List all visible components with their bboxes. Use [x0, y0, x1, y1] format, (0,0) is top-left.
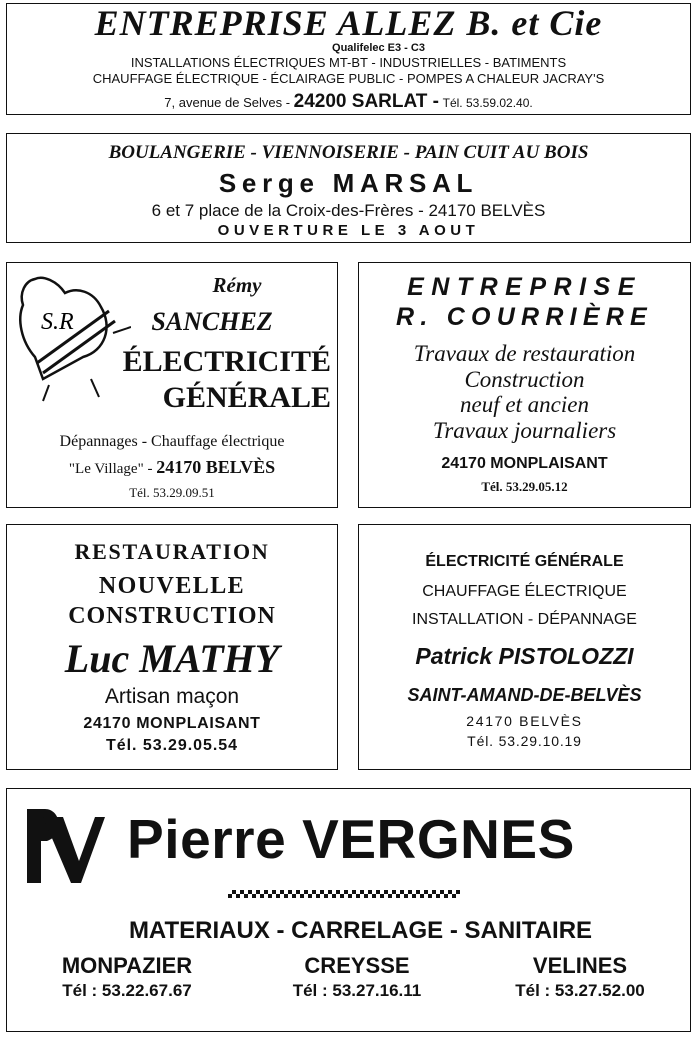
ad-allez-address: 7, avenue de Selves - — [164, 95, 291, 110]
ad-courriere-l1: Travaux de restauration — [413, 341, 636, 366]
ad-mathy-l1: RESTAURATION — [74, 539, 270, 564]
ad-pistolozzi — [358, 524, 691, 770]
ad-sanchez-trade1: ÉLECTRICITÉ — [122, 345, 331, 378]
ad-sanchez-village: "Le Village" - — [68, 461, 153, 477]
town-tel: Tél : 53.27.16.11 — [292, 981, 422, 1000]
ad-pistolozzi-tel: Tél. 53.29.10.19 — [467, 733, 582, 749]
ad-mathy-trade: Artisan maçon — [104, 685, 240, 708]
town-block — [17, 953, 237, 1001]
ad-pistolozzi-l1: ÉLECTRICITÉ GÉNÉRALE — [425, 553, 624, 570]
ad-marsal-opening: OUVERTURE LE 3 AOUT — [217, 222, 480, 239]
ad-courriere-city: 24170 MONPLAISANT — [441, 455, 608, 472]
ad-courriere-l4: Travaux journaliers — [432, 418, 617, 443]
town-block — [247, 953, 467, 1001]
ad-sanchez-tel: Tél. 53.29.09.51 — [129, 485, 215, 500]
ad-allez-city: 24200 SARLAT - — [293, 91, 440, 112]
ad-sanchez-last: SANCHEZ — [151, 307, 273, 336]
ad-sanchez-services: Dépannages - Chauffage électrique — [59, 433, 285, 450]
ad-mathy — [6, 524, 338, 770]
ad-pistolozzi-place: SAINT-AMAND-DE-BELVÈS — [407, 685, 642, 705]
ad-marsal-tagline: BOULANGERIE - VIENNOISERIE - PAIN CUIT AU BOIS — [108, 142, 589, 163]
bulb-logo-icon — [13, 267, 131, 405]
ad-sanchez-address-line — [7, 457, 337, 478]
ad-sanchez-city: 24170 BELVÈS — [156, 457, 276, 477]
pv-logo-icon — [23, 803, 105, 885]
ad-marsal-name: Serge MARSAL — [218, 168, 479, 198]
ad-allez — [6, 3, 691, 115]
ad-vergnes-name: Pierre VERGNES — [127, 808, 575, 870]
ad-pistolozzi-l2: CHAUFFAGE ÉLECTRIQUE — [422, 583, 627, 600]
ad-allez-qualif: Qualifelec E3 - C3 — [332, 42, 425, 54]
ad-pistolozzi-city: 24170 BELVÈS — [466, 713, 583, 729]
ad-mathy-tel: Tél. 53.29.05.54 — [106, 737, 238, 754]
ad-courriere-title1: ENTREPRISE — [407, 273, 642, 301]
ad-pistolozzi-l3: INSTALLATION - DÉPANNAGE — [412, 611, 637, 628]
ad-courriere-l2: Construction — [464, 367, 585, 392]
ad-marsal-address: 6 et 7 place de la Croix-des-Frères - 24170 BELVÈS — [151, 201, 546, 220]
town-tel: Tél : 53.27.52.00 — [515, 981, 645, 1000]
ad-courriere-tel: Tél. 53.29.05.12 — [481, 479, 568, 494]
ad-mathy-l2: NOUVELLE — [98, 573, 246, 599]
ad-vergnes — [6, 788, 691, 1032]
ad-pistolozzi-name: Patrick PISTOLOZZI — [415, 643, 634, 669]
town-name: MONPAZIER — [61, 953, 193, 978]
ad-sanchez-trade2: GÉNÉRALE — [162, 381, 331, 414]
bulb-logo-text: S.R — [41, 309, 74, 335]
ad-mathy-city: 24170 MONPLAISANT — [83, 715, 261, 732]
checkered-divider — [228, 890, 460, 898]
ad-sanchez-first: Rémy — [212, 273, 262, 297]
town-name: CREYSSE — [304, 953, 410, 978]
town-block — [475, 953, 685, 1001]
ad-courriere — [358, 262, 691, 508]
ad-allez-address-line — [7, 91, 690, 113]
ad-courriere-title2: R. COURRIÈRE — [396, 303, 653, 331]
ad-courriere-l3: neuf et ancien — [459, 392, 589, 417]
ad-allez-tel: Tél. 53.59.02.40. — [442, 96, 533, 110]
ad-allez-line2: CHAUFFAGE ÉLECTRIQUE - ÉCLAIRAGE PUBLIC - POMPES A CHALEUR JACRAY'S — [92, 71, 605, 86]
ad-mathy-name: Luc MATHY — [64, 636, 280, 681]
town-name: VELINES — [532, 953, 628, 978]
ad-allez-title: ENTREPRISE ALLEZ B. et Cie — [94, 3, 603, 43]
ad-mathy-l3: CONSTRUCTION — [68, 603, 276, 629]
town-tel: Tél : 53.22.67.67 — [62, 981, 192, 1000]
ad-allez-line1: INSTALLATIONS ÉLECTRIQUES MT-BT - INDUSTRIELLES - BATIMENTS — [130, 55, 567, 70]
ad-vergnes-products: MATERIAUX - CARRELAGE - SANITAIRE — [128, 917, 593, 944]
ad-marsal — [6, 133, 691, 243]
ad-sanchez — [6, 262, 338, 508]
